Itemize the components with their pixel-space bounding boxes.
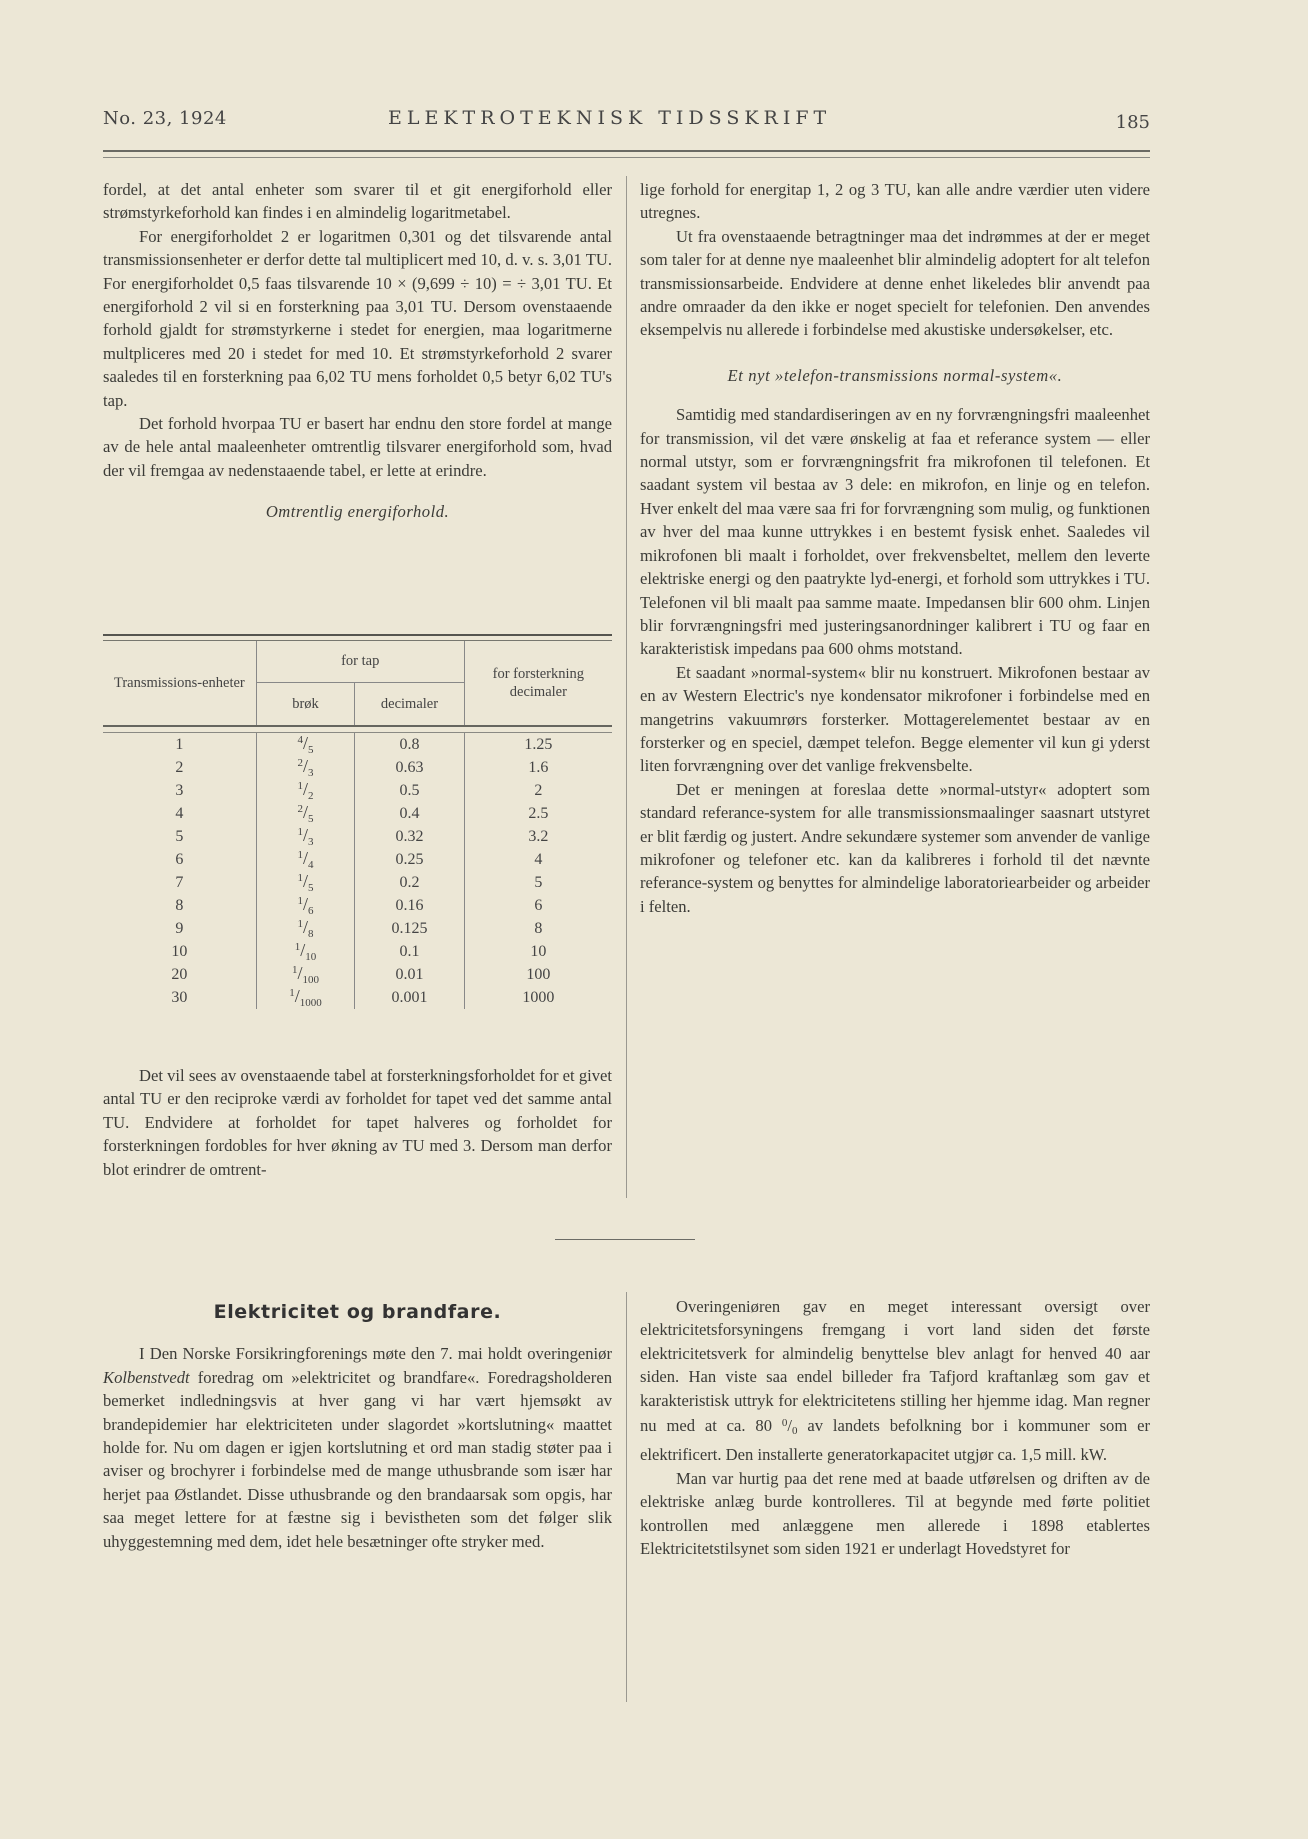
cell-fraction [256,871,355,894]
left-column-top [103,178,612,538]
col-header-for-forsterkning: for forsterkning decimaler [492,666,585,700]
cell-fraction [256,779,355,802]
fraction: $^1/_8$ [297,917,314,940]
table-row [103,963,612,986]
table-row [103,733,612,757]
cell-tap-decimal: 0.125 [355,917,464,940]
table-top-rule [103,634,612,641]
paragraph: Ut fra ovenstaaende betragtninger maa det indrømmes at der er meget som taler for at denne nye maaleenhet blir almindelig adoptert for alt telefon transmissionsarbeide. Endvidere at denne enhet likeledes blir anvendt paa andre omraader da den ikke er noget specielt for telefonien. Den anvendes eksempelvis nu allerede i forbindelse med akustiske undersøkelser, etc. [640,226,1150,340]
running-header [103,104,1150,132]
paragraph: Man var hurtig paa det rene med at baade utførelsen og driften av de elektriske anlæg burde kontrolleres. Til at begynde med førte politiet kontrollen med anlæggene men allerede i 1898 etablertes Elektricitetstilsynet som siden 1921 er underlagt Hovedstyret for [640,1468,1150,1559]
paragraph: lige forhold for energitap 1, 2 og 3 TU, kan alle andre værdier uten videre utregnes. [640,180,1150,223]
table-row [103,871,612,894]
table-row [103,756,612,779]
cell-transmission-units: 3 [103,779,256,802]
cell-forsterkning-decimal: 6 [534,896,543,914]
col-header-units: Transmissions-enheter [103,641,256,726]
article-title: Elektricitet og brandfare. [213,1301,502,1323]
table-row [103,940,612,963]
cell-transmission-units: 7 [103,871,256,894]
text-run: Overingeniøren gav en meget interessant oversigt over elektricitetsforsyningens fremgang i vort land siden det første elektricitetsverk for almindelig benyttelse blev anlagt for henved 40 aar siden. Han viste saa endel billeder fra Tafjord kraftanlæg som gav et karakteristisk uttryk for elektricitetens stilling her hjemme idag. Man regner nu med at ca. 80 [640,1297,1150,1436]
cell-tap-decimal: 0.01 [355,963,464,986]
cell-transmission-units: 30 [103,986,256,1009]
cell-tap-decimal: 0.5 [355,779,464,802]
cell-tap-decimal: 0.16 [355,894,464,917]
fraction: $^2/_3$ [297,756,314,779]
page-number: 185 [1115,112,1150,133]
fraction: $^1/_3$ [297,825,314,848]
table-row [103,894,612,917]
cell-forsterkning-decimal: 100 [526,965,551,983]
table-caption: Omtrentlig energiforhold. [265,502,450,522]
col-header-for-tap: for tap [256,641,464,683]
cell-tap-decimal: 0.001 [355,986,464,1009]
energy-ratio-table-wrap [103,634,612,1009]
fraction: $^1/_5$ [297,871,314,894]
article-brandfare-right [640,1295,1150,1560]
cell-transmission-units: 6 [103,848,256,871]
cell-transmission-units: 9 [103,917,256,940]
paragraph: Det er meningen at foreslaa dette »normal-utstyr« adoptert som standard referance-system for alle transmissionsmaalinger saasnart utstyret er blit færdig og justert. Andre sekundære systemer som anvender de vanlige mikrofoner og telefoner etc. kan da kalibreres i forhold til det nævnte referance-system og benyttes for almindelige laboratoriearbeider og arbeider i felten. [640,779,1150,916]
cell-tap-decimal: 0.32 [355,825,464,848]
fraction: $^1/_{1000}$ [289,986,322,1009]
person-name: Kolbenstvedt [103,1367,190,1387]
column-divider [626,176,627,1198]
cell-fraction [256,848,355,871]
cell-fraction [256,917,355,940]
cell-tap-decimal: 0.8 [355,733,464,757]
cell-forsterkning-decimal: 2.5 [528,804,549,822]
cell-tap-decimal: 0.63 [355,756,464,779]
col-header-decimaler: decimaler [355,683,464,726]
fraction: $^1/_4$ [297,848,314,871]
table-row [103,825,612,848]
table-row [103,986,612,1009]
cell-fraction [256,963,355,986]
col-header-brok: brøk [256,683,355,726]
paragraph: fordel, at det antal enheter som svarer til et git energiforhold eller strømstyrkeforhold kan findes i en almindelig logaritmetabel. [103,180,612,223]
section-separator-rule [555,1239,695,1240]
cell-transmission-units: 1 [103,733,256,757]
cell-forsterkning-decimal: 4 [534,850,543,868]
paragraph: Et saadant »normal-system« blir nu konstruert. Mikrofonen bestaar av en av Western Electric's nye kondensator mikrofoner i forbindelse med en mangetrins vakuumrørs forsterker. Mottagerelementet bestaar av en forsterker og en speciel, dæmpet telefon. Begge elementer vil kun gi yderst liten forvrængning over det vanlige frekvensbelte. [640,662,1150,776]
cell-transmission-units: 10 [103,940,256,963]
left-column-middle [103,1064,612,1181]
section-subtitle: Et nyt »telefon-transmissions normal-system«. [727,365,1063,385]
cell-transmission-units: 5 [103,825,256,848]
cell-forsterkning-decimal: 1000 [522,988,555,1006]
energy-ratio-table [103,641,612,1009]
cell-fraction [256,894,355,917]
table-row [103,917,612,940]
fraction: $^1/_{100}$ [291,963,319,986]
text-run: av landets befolkning bor i kommuner som er elektrificert. Den installerte generatorkapacitet utgjør ca. 1,5 mill. kW. [640,1416,1151,1465]
cell-transmission-units: 20 [103,963,256,986]
table-row [103,802,612,825]
fraction: $^1/_2$ [297,779,314,802]
cell-forsterkning-decimal: 2 [534,781,543,799]
cell-forsterkning-decimal: 1.25 [524,735,553,753]
fraction: $^1/_{10}$ [294,940,317,963]
percent-sign: $^0/_0$ [781,1416,798,1438]
cell-fraction [256,733,355,757]
cell-fraction [256,940,355,963]
cell-fraction [256,986,355,1009]
article-brandfare-left [103,1297,612,1553]
cell-tap-decimal: 0.1 [355,940,464,963]
paragraph: For energiforholdet 2 er logaritmen 0,301 og det tilsvarende antal transmissionsenheter er derfor dette tal multiplicert med 10, d. v. s. 3,01 TU. For energiforholdet 0,5 faas tilsvarende 10 × (9,699 ÷ 10) = ÷ 3,01 TU. Et energiforhold 2 vil si en forsterkning paa 3,01 TU. Dersom ovenstaaende forhold gjaldt for strømstyrkerne i stedet for energien, maa logaritmerne multpliceres med 20 i stedet for med 10. Et strømstyrkeforhold 2 svarer saaledes til en forsterkning paa 6,02 TU mens forholdet 0,5 betyr 6,02 TU's tap. [103,226,612,410]
paragraph [103,1342,612,1553]
fraction: $^1/_6$ [297,894,314,917]
cell-forsterkning-decimal: 8 [534,919,543,937]
paragraph: Det forhold hvorpaa TU er basert har endnu den store fordel at mange av de hele antal maaleenheter omtrentlig tilsvarer energiforhold som, hvad der vil fremgaa av nedenstaaende tabel, er lette at erindre. [103,414,612,480]
journal-title: ELEKTROTEKNISK TIDSSKRIFT [388,107,832,129]
paragraph [640,1295,1150,1467]
column-divider [626,1292,627,1702]
cell-tap-decimal: 0.4 [355,802,464,825]
fraction: $^4/_5$ [297,733,314,756]
cell-tap-decimal: 0.25 [355,848,464,871]
paragraph: Samtidig med standardiseringen av en ny forvrængningsfri maaleenhet for transmission, vil det være ønskelig at faa et referance system — eller normal utstyr, som er forvrængningsfrit fra mikrofonen til telefonen. Et saadant system vil bestaa av 3 dele: en mikrofon, en linje og en telefon. Hver enkelt del maa være saa fri for forvrængning som mulig, og funktionen av hver del maa kunne uttrykkes i en bestemt fysisk enhet. Saaledes vil mikrofonen bli maalt i forholdet, over frekvensbeltet, mellem den leverte elektriske energi og den paatrykte lyd-energi, et forhold som uttrykkes i TU. Telefonen vil bli maalt paa samme maate. Impedansen blir 600 ohm. Linjen blir forvrængningsfri med justeringsanordninger kalibrert i TU og faar en karakteristisk impedans paa 600 ohms motstand. [640,405,1150,659]
text-run: I Den Norske Forsikringforenings møte den 7. mai holdt overingeniør [139,1344,612,1364]
cell-fraction [256,802,355,825]
header-double-rule [103,150,1150,158]
cell-fraction [256,756,355,779]
issue-label: No. 23, 1924 [103,108,227,129]
cell-forsterkning-decimal: 3.2 [528,827,549,845]
text-run: foredrag om »elektricitet og brandfare«. Foredragsholderen bemerket indledningsvis at hver gang vi har vært hjemsøkt av brandepidemier har elektriciteten under slagordet »kortslutning« maattet holde for. Nu om dagen er igjen kortslutning et ord man stadig støter paa i aviser og brochyrer i forbindelse med de mange uthusbrande som især har herjet paa Østlandet. Disse uthusbrande og den brandaarsak som opgis, har saa meget lettere for at fæstne sig i bevistheten som det følger slik uhyggestemning med dem, idet hele besætninger ofte stryker med. [103,1367,612,1551]
cell-forsterkning-decimal: 1.6 [528,758,549,776]
table-row [103,779,612,802]
cell-transmission-units: 4 [103,802,256,825]
right-column-top [640,178,1150,918]
paragraph: Det vil sees av ovenstaaende tabel at forsterkningsforholdet for et givet antal TU er den reciproke værdi av forholdet for tapet ved det samme antal TU. Endvidere at forholdet for tapet halveres og forholdet for forsterkningen fordobles for hver økning av TU med 3. Dersom man derfor blot erindrer de omtrent- [103,1066,612,1179]
cell-transmission-units: 2 [103,756,256,779]
cell-transmission-units: 8 [103,894,256,917]
cell-forsterkning-decimal: 5 [534,873,543,891]
cell-forsterkning-decimal: 10 [530,942,547,960]
cell-tap-decimal: 0.2 [355,871,464,894]
cell-fraction [256,825,355,848]
table-row [103,848,612,871]
fraction: $^2/_5$ [297,802,314,825]
